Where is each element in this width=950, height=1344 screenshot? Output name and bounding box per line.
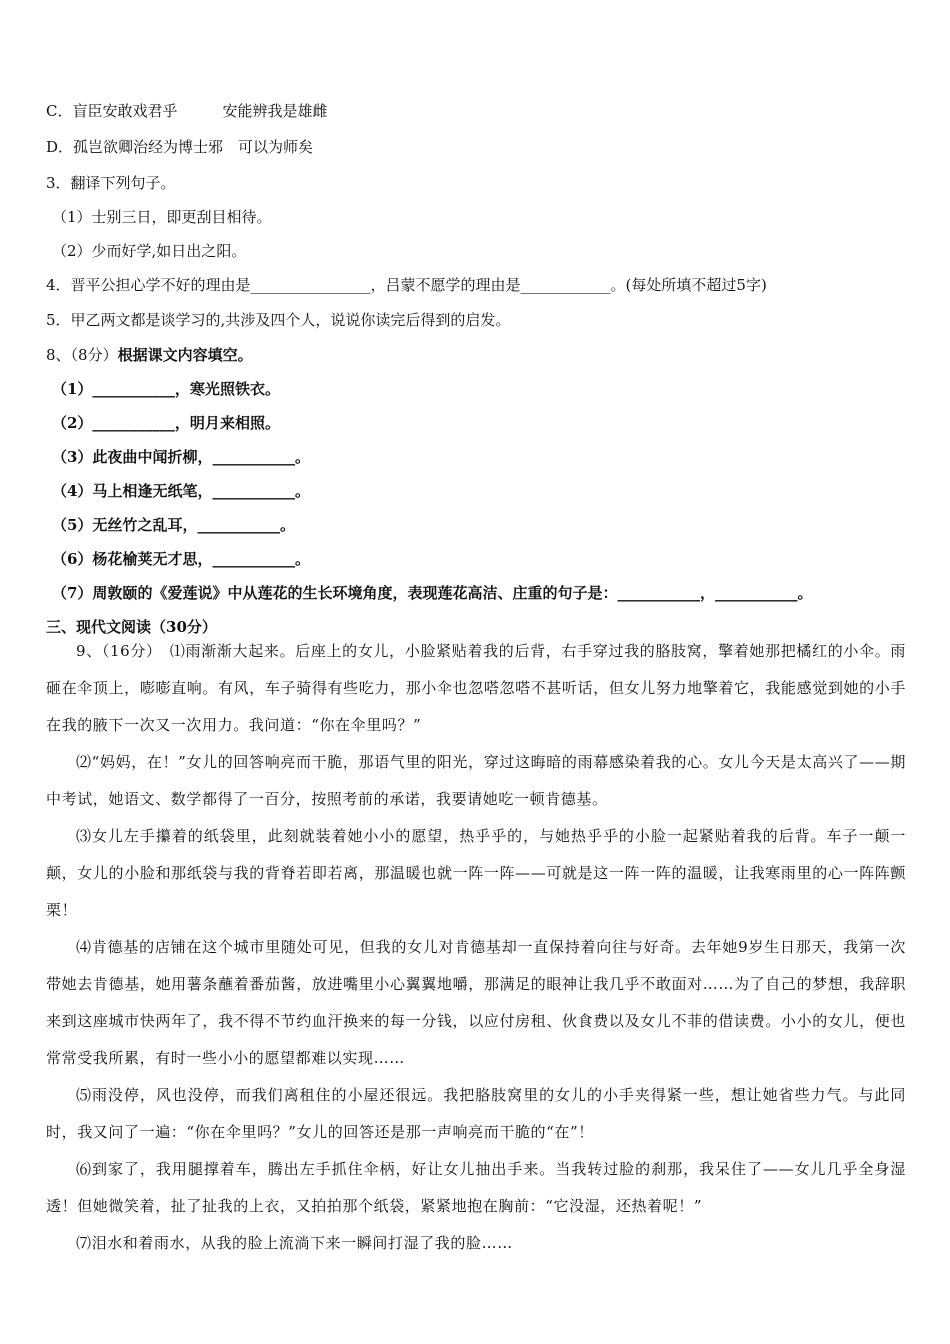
q3-sentence-2: （2）少而好学,如日出之阳。 bbox=[52, 242, 247, 260]
q9-paragraph-6: ⑹到家了，我用腿撑着车，腾出左手抓住伞柄，好让女儿抽出手来。当我转过脸的刹那，我呆住了——女儿几乎全身湿透！但她微笑着，扯了扯我的上衣，又拍拍那个纸袋，紧紧地抱在胸前：“它没湿，还热着呢！” bbox=[46, 1160, 906, 1215]
q8-item-7: （7）周敦颐的《爱莲说》中从莲花的生长环境角度，表现莲花高洁、庄重的句子是：___________，___________。 bbox=[52, 584, 813, 602]
q8-item-6: （6）杨花榆荚无才思，___________。 bbox=[52, 550, 310, 568]
q8-item-4: （4）马上相逢无纸笔，___________。 bbox=[52, 482, 310, 500]
section-3-title: 三、现代文阅读（30分） bbox=[46, 618, 217, 636]
option-c: C．盲臣安敢戏君乎 安能辨我是雄雌 bbox=[46, 102, 328, 120]
q9-paragraph-1: 9、（16分） ⑴雨渐渐大起来。后座上的女儿，小脸紧贴着我的后背，右手穿过我的胳肢窝，擎着她那把橘红的小伞。雨砸在伞顶上，嘭嘭直响。有风，车子骑得有些吃力，那小伞也忽嗒忽嗒不甚听话，但女儿努力地擎着它，我能感觉到她的小手在我的腋下一次又一次用力。我问道：“你在伞里吗？” bbox=[46, 642, 906, 734]
q3-title: 3．翻译下列句子。 bbox=[46, 174, 176, 192]
q9-paragraph-2: ⑵“妈妈，在！”女儿的回答响亮而干脆，那语气里的阳光，穿过这晦暗的雨幕感染着我的心。女儿今天是太高兴了——期中考试，她语文、数学都得了一百分，按照考前的承诺，我要请她吃一顿肯德基。 bbox=[46, 753, 906, 808]
q8-item-3: （3）此夜曲中闻折柳，___________。 bbox=[52, 448, 310, 466]
q4-text: 4．晋平公担心学不好的理由是________________，吕蒙不愿学的理由是____________。(每处所填不超过5字) bbox=[46, 276, 767, 294]
q3-sentence-1: （1）士别三日，即更刮目相待。 bbox=[52, 208, 272, 226]
q8-title: 根据课文内容填空。 bbox=[117, 346, 253, 364]
q8-item-5: （5）无丝竹之乱耳，___________。 bbox=[52, 516, 295, 534]
q9-paragraph-3: ⑶女儿左手攥着的纸袋里，此刻就装着她小小的愿望，热乎乎的，与她热乎乎的小脸一起紧贴着我的后背。车子一颠一颠，女儿的小脸和那纸袋与我的背脊若即若离，那温暖也就一阵一阵——可就是这一阵一阵的温暖，让我寒雨里的心一阵阵颤栗！ bbox=[46, 827, 906, 919]
q8-item-2: （2）___________，明月来相照。 bbox=[52, 414, 280, 432]
q5-text: 5．甲乙两文都是谈学习的,共涉及四个人，说说你读完后得到的启发。 bbox=[46, 311, 511, 329]
option-d: D．孤岂欲卿治经为博士邪 可以为师矣 bbox=[46, 138, 314, 156]
q8-prefix: 8、（8分） bbox=[46, 346, 118, 364]
q8-item-1: （1）___________，寒光照铁衣。 bbox=[52, 380, 280, 398]
q9-paragraph-7: ⑺泪水和着雨水，从我的脸上流淌下来一瞬间打湿了我的脸…… bbox=[76, 1234, 513, 1252]
q9-paragraph-4: ⑷肯德基的店铺在这个城市里随处可见，但我的女儿对肯德基却一直保持着向往与好奇。去年她9岁生日那天，我第一次带她去肯德基，她用薯条蘸着番茄酱，放进嘴里小心翼翼地嚼，那满足的眼神让我几乎不敢面对……为了自己的梦想，我辞职来到这座城市快两年了，我不得不节约血汗换来的每一分钱，以应付房租、伙食费以及女儿不菲的借读费。小小的女儿，便也常常受我所累，有时一些小小的愿望都难以实现…… bbox=[46, 938, 906, 1067]
q9-paragraph-5: ⑸雨没停，风也没停，而我们离租住的小屋还很远。我把胳肢窝里的女儿的小手夹得紧一些，想让她省些力气。与此同时，我又问了一遍：“你在伞里吗？”女儿的回答还是那一声响亮而干脆的“在”！ bbox=[46, 1086, 906, 1141]
q8-heading bbox=[46, 345, 253, 365]
